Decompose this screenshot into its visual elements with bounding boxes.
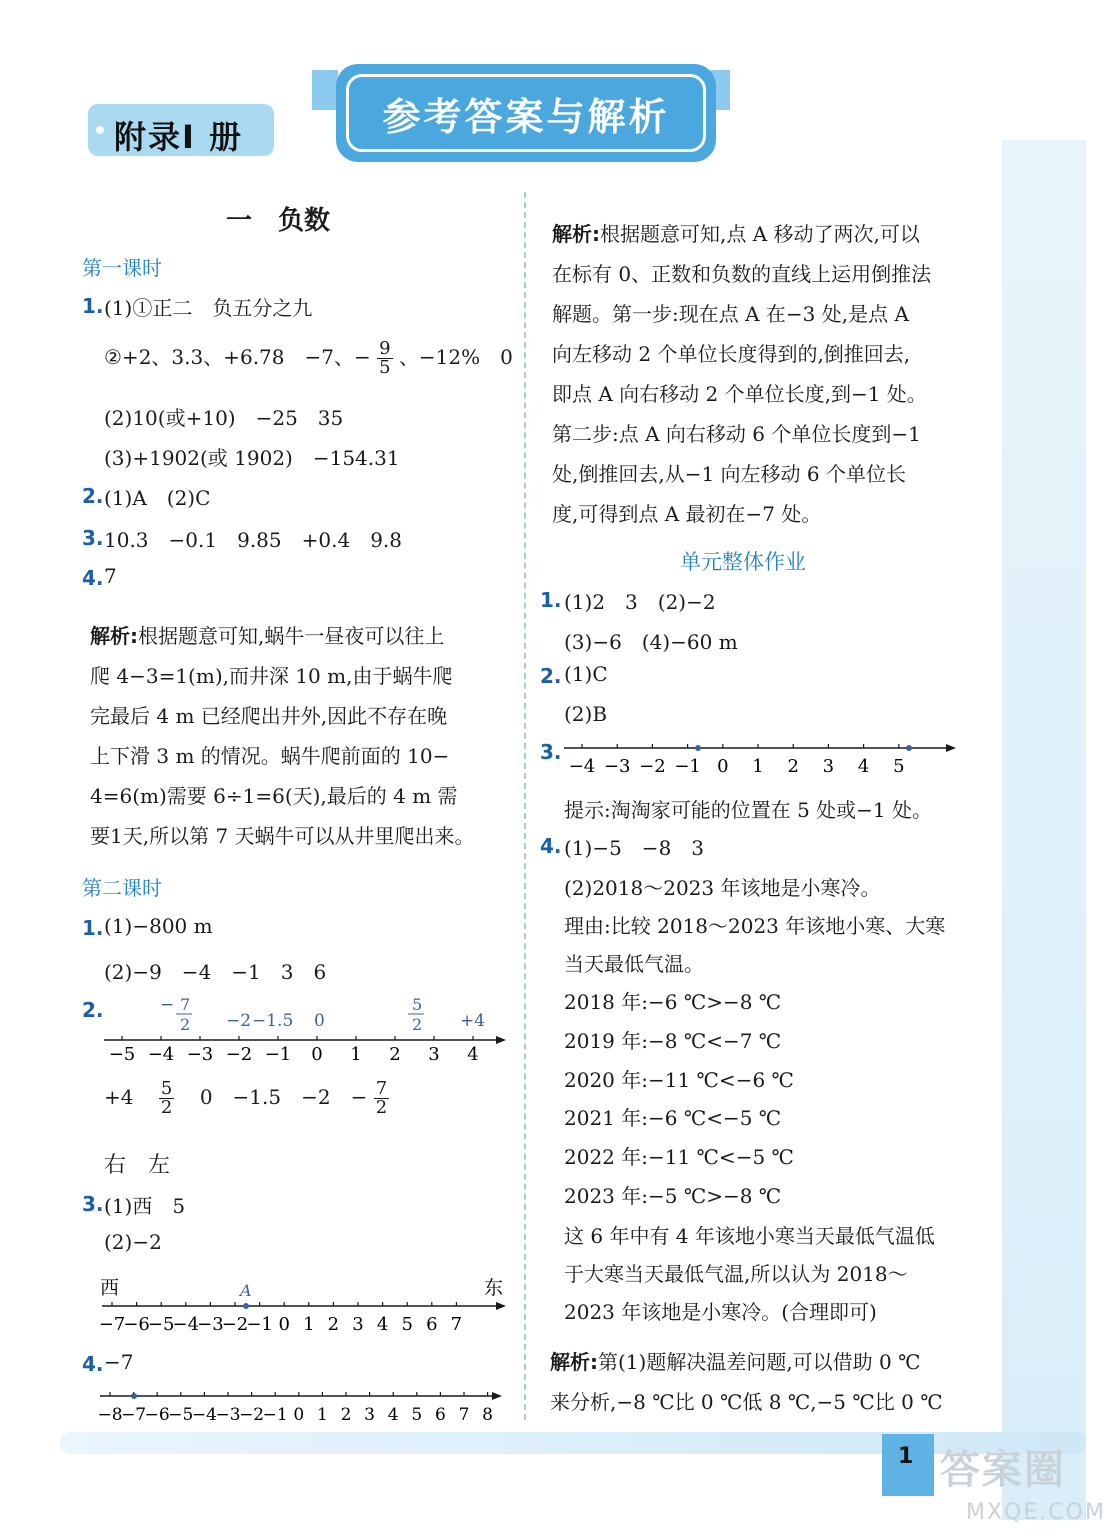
tick-label: 4 bbox=[857, 756, 870, 777]
answer-line: (3)−6 (4)−60 m bbox=[564, 630, 738, 654]
tick-label: 4 bbox=[387, 1405, 399, 1425]
year-line: 2018 年:−6 ℃>−8 ℃ bbox=[564, 990, 782, 1014]
tick-label: −5 bbox=[168, 1405, 194, 1425]
answer-line: 7 bbox=[104, 564, 117, 588]
denominator: 2 bbox=[160, 1097, 173, 1118]
tick-label: 3 bbox=[428, 1044, 440, 1065]
tick-label: −2 bbox=[225, 1044, 253, 1065]
tick-label: 3 bbox=[352, 1314, 364, 1335]
tick-label: 2 bbox=[787, 756, 799, 777]
tick-label: −4 bbox=[147, 1044, 175, 1065]
analysis-line: 4=6(m)需要 6÷1=6(天),最后的 4 m 需 bbox=[90, 784, 458, 808]
tick-label: 1 bbox=[303, 1314, 315, 1335]
watermark-url: MXQE.COM bbox=[966, 1500, 1106, 1525]
answer-line: (3)+1902(或 1902) −154.31 bbox=[104, 446, 400, 470]
tick-label: −3 bbox=[603, 756, 631, 777]
question-number: 4. bbox=[540, 834, 562, 858]
answer-text: 、−12% 0 bbox=[398, 345, 513, 369]
tick-label: 1 bbox=[350, 1044, 362, 1065]
number-line-ticks bbox=[569, 744, 905, 777]
tick-label: −1 bbox=[262, 1405, 288, 1425]
point-label-numerator: 7 bbox=[180, 995, 191, 1014]
tick-label: −4 bbox=[568, 756, 596, 777]
page-number: 1 bbox=[898, 1444, 914, 1469]
answer-line: 理由:比较 2018～2023 年该地小寒、大寒 bbox=[564, 914, 946, 938]
tick-label: −3 bbox=[197, 1314, 224, 1335]
answer-line: (2)2018～2023 年该地是小寒冷。 bbox=[564, 876, 881, 900]
answer-line: 当天最低气温。 bbox=[564, 952, 704, 976]
analysis-label: 解析: bbox=[552, 222, 600, 246]
axis-arrow bbox=[946, 744, 956, 752]
point-label: +4 bbox=[460, 1011, 486, 1031]
fraction bbox=[159, 1080, 174, 1117]
analysis-line bbox=[552, 218, 920, 247]
tick-label: 3 bbox=[364, 1405, 376, 1425]
analysis-line: 上下滑 3 m 的情况。蜗牛爬前面的 10− bbox=[90, 744, 450, 768]
number-line-unit-q3 bbox=[560, 736, 960, 782]
fraction bbox=[374, 1080, 389, 1117]
tick-label: 1 bbox=[316, 1405, 328, 1425]
tick-label: −3 bbox=[186, 1044, 214, 1065]
tick-label: −5 bbox=[108, 1044, 136, 1065]
tick-label: −5 bbox=[147, 1314, 175, 1335]
fraction bbox=[377, 340, 392, 377]
question-number: 2. bbox=[82, 998, 104, 1022]
point-label-numerator: 5 bbox=[412, 995, 423, 1014]
analysis-line: 在标有 0、正数和负数的直线上运用倒推法 bbox=[552, 262, 932, 286]
number-line-q3 bbox=[98, 1272, 512, 1338]
question-number: 3. bbox=[82, 526, 104, 550]
point-label: −2 bbox=[226, 1011, 252, 1031]
denominator: 5 bbox=[379, 357, 391, 378]
question-number: 3. bbox=[540, 740, 562, 764]
analysis-line: 即点 A 向右移动 2 个单位长度,到−1 处。 bbox=[552, 382, 927, 406]
title-banner bbox=[336, 64, 716, 162]
point-marker bbox=[131, 1393, 137, 1399]
answer-line: (1)A (2)C bbox=[104, 486, 211, 510]
tick-label: −4 bbox=[172, 1314, 200, 1335]
analysis-line: 第二步:点 A 向右移动 6 个单位长度到−1 bbox=[552, 422, 921, 446]
number-line-ticks bbox=[97, 1392, 493, 1425]
watermark-logo: 答案圈 bbox=[940, 1447, 1066, 1493]
numerator: 5 bbox=[160, 1078, 173, 1099]
tick-label: 6 bbox=[426, 1314, 438, 1335]
tick-label: −2 bbox=[239, 1405, 265, 1425]
banner-left-ear bbox=[312, 70, 338, 110]
answer-line: (1)2 3 (2)−2 bbox=[564, 590, 716, 614]
tick-label: 1 bbox=[752, 756, 764, 777]
tick-label: −7 bbox=[98, 1314, 126, 1335]
lesson-1-heading: 第一课时 bbox=[82, 256, 162, 280]
question-number: 1. bbox=[540, 588, 562, 612]
question-number: 4. bbox=[82, 1352, 104, 1376]
point-label-minus-sign: − bbox=[160, 995, 175, 1015]
denominator: 2 bbox=[375, 1097, 388, 1118]
tag-dot bbox=[96, 126, 104, 134]
numerator: 7 bbox=[375, 1078, 388, 1099]
number-line-ticks bbox=[99, 1302, 462, 1335]
analysis-line bbox=[90, 620, 444, 649]
answer-line: (1)C bbox=[564, 662, 608, 686]
answer-line: (2)−2 bbox=[104, 1230, 162, 1254]
tick-label: 0 bbox=[293, 1405, 305, 1425]
column-divider bbox=[524, 192, 526, 1420]
side-decoration-strip bbox=[1002, 140, 1086, 1520]
question-number: 2. bbox=[540, 664, 562, 688]
answer-line: (2)−9 −4 −1 3 6 bbox=[104, 960, 327, 984]
conclusion-line: 2023 年该地是小寒冷。(合理即可) bbox=[564, 1300, 877, 1324]
analysis-label: 解析: bbox=[90, 624, 138, 648]
tick-label: 7 bbox=[450, 1314, 463, 1335]
question-number: 2. bbox=[82, 484, 104, 508]
tick-label: 0 bbox=[311, 1044, 323, 1065]
answer-line: (2)10(或+10) −25 35 bbox=[104, 406, 344, 430]
tick-label: 8 bbox=[482, 1405, 494, 1425]
analysis-line: 向左移动 2 个单位长度得到的,倒推回去, bbox=[552, 342, 911, 366]
tick-label: −1 bbox=[246, 1314, 273, 1335]
banner-title: 参考答案与解析 bbox=[382, 95, 670, 139]
tick-label: 0 bbox=[717, 756, 729, 777]
point-label: −1.5 bbox=[252, 1011, 294, 1031]
question-number: 4. bbox=[82, 566, 104, 590]
point-label: 0 bbox=[314, 1011, 325, 1031]
answer-text: 0 −1.5 −2 − bbox=[199, 1085, 368, 1109]
point-label-denominator: 2 bbox=[180, 1015, 191, 1034]
tick-label: 4 bbox=[467, 1044, 479, 1065]
year-line: 2022 年:−11 ℃<−5 ℃ bbox=[564, 1145, 794, 1169]
analysis-text: 根据题意可知,蜗牛一昼夜可以往上 bbox=[138, 624, 445, 648]
analysis-label: 解析: bbox=[550, 1350, 598, 1374]
tick-label: 4 bbox=[376, 1314, 389, 1335]
appendix-label: 附录I 册 bbox=[114, 118, 244, 156]
chapter-title: 一 负数 bbox=[226, 206, 331, 236]
tick-label: 2 bbox=[340, 1405, 352, 1425]
tick-label: −8 bbox=[97, 1405, 123, 1425]
answer-line bbox=[104, 1080, 389, 1117]
tick-label: 6 bbox=[434, 1405, 446, 1425]
point-a-label: A bbox=[240, 1281, 252, 1300]
question-number: 3. bbox=[82, 1192, 104, 1216]
answer-text: +4 bbox=[104, 1085, 134, 1109]
east-label: 东 bbox=[484, 1277, 504, 1299]
question-number: 1. bbox=[82, 916, 104, 940]
analysis-line: 要1天,所以第 7 天蜗牛可以从井里爬出来。 bbox=[90, 824, 475, 848]
answer-line: −7 bbox=[104, 1350, 134, 1374]
point-marker bbox=[906, 745, 912, 751]
tick-label: 7 bbox=[458, 1405, 470, 1425]
tick-label: 2 bbox=[327, 1314, 340, 1335]
numerator: 9 bbox=[379, 338, 391, 359]
tick-label: −6 bbox=[123, 1314, 150, 1335]
west-label: 西 bbox=[100, 1277, 120, 1299]
tick-label: −3 bbox=[215, 1405, 241, 1425]
answer-line: (2)B bbox=[564, 702, 608, 726]
tick-label: 5 bbox=[411, 1405, 423, 1425]
year-line: 2019 年:−8 ℃<−7 ℃ bbox=[564, 1029, 782, 1053]
tick-label: −1 bbox=[264, 1044, 292, 1065]
answer-line: 10.3 −0.1 9.85 +0.4 9.8 bbox=[104, 528, 402, 552]
axis-arrow bbox=[492, 1392, 502, 1400]
unit-heading: 单元整体作业 bbox=[680, 550, 806, 574]
analysis-line: 来分析,−8 ℃比 0 ℃低 8 ℃,−5 ℃比 0 ℃ bbox=[550, 1390, 943, 1414]
analysis-line: 爬 4−3=1(m),而井深 10 m,由于蜗牛爬 bbox=[90, 664, 453, 688]
analysis-text: 第(1)题解决温差问题,可以借助 0 ℃ bbox=[598, 1350, 921, 1374]
tick-label: −4 bbox=[191, 1405, 217, 1425]
axis-arrow bbox=[496, 1036, 506, 1044]
tick-label: −2 bbox=[639, 756, 666, 777]
analysis-line: 处,倒推回去,从−1 向左移动 6 个单位长 bbox=[552, 462, 906, 486]
tick-label: −6 bbox=[144, 1405, 170, 1425]
point-marker bbox=[695, 745, 701, 751]
answer-text: ②+2、3.3、+6.78 −7、− bbox=[104, 345, 371, 369]
answer-line: (1)−800 m bbox=[104, 914, 213, 938]
conclusion-line: 这 6 年中有 4 年该地小寒当天最低气温低 bbox=[564, 1224, 935, 1248]
axis-arrow bbox=[496, 1302, 506, 1310]
hint-line: 提示:淘淘家可能的位置在 5 处或−1 处。 bbox=[564, 798, 933, 822]
analysis-line: 度,可得到点 A 最初在−7 处。 bbox=[552, 502, 822, 526]
lesson-2-heading: 第二课时 bbox=[82, 876, 162, 900]
appendix-tag bbox=[88, 104, 274, 156]
tick-label: 5 bbox=[893, 756, 905, 777]
tick-label: 5 bbox=[401, 1314, 413, 1335]
answer-line: (1)−5 −8 3 bbox=[564, 836, 705, 860]
analysis-text: 根据题意可知,点 A 移动了两次,可以 bbox=[600, 222, 920, 246]
tick-label: 0 bbox=[278, 1314, 290, 1335]
answer-line: 右 左 bbox=[104, 1153, 171, 1178]
number-line-q4 bbox=[96, 1382, 506, 1430]
year-line: 2021 年:−6 ℃<−5 ℃ bbox=[564, 1106, 782, 1130]
tick-label: 2 bbox=[389, 1044, 401, 1065]
answer-line: (1)①正二 负五分之九 bbox=[104, 296, 313, 320]
tick-label: −2 bbox=[221, 1314, 249, 1335]
tick-label: −1 bbox=[674, 756, 701, 777]
answer-line: (1)西 5 bbox=[104, 1194, 186, 1218]
year-line: 2023 年:−5 ℃>−8 ℃ bbox=[564, 1184, 782, 1208]
question-number: 1. bbox=[82, 294, 104, 318]
point-label-denominator: 2 bbox=[412, 1015, 423, 1034]
tick-label: −7 bbox=[121, 1405, 147, 1425]
tick-label: 3 bbox=[822, 756, 835, 777]
year-line: 2020 年:−11 ℃<−6 ℃ bbox=[564, 1068, 794, 1092]
analysis-line: 解题。第一步:现在点 A 在−3 处,是点 A bbox=[552, 302, 909, 326]
conclusion-line: 于大寒当天最低气温,所以认为 2018～ bbox=[564, 1262, 908, 1286]
answer-line bbox=[104, 340, 513, 377]
analysis-line bbox=[550, 1346, 921, 1375]
point-a-marker bbox=[243, 1303, 249, 1309]
number-line-q2 bbox=[100, 996, 512, 1068]
analysis-line: 完最后 4 m 已经爬出井外,因此不存在晚 bbox=[90, 704, 448, 728]
